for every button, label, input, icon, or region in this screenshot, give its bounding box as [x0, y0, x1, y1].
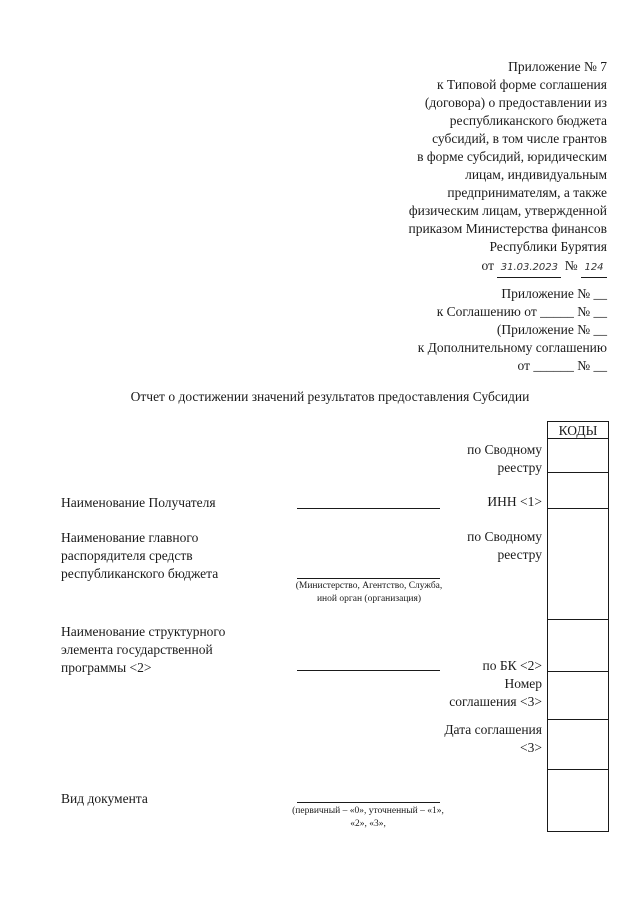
annex-line: в форме субсидий, юридическим — [417, 149, 607, 164]
annex-line: Республики Бурятия — [489, 239, 607, 254]
chief-manager-field-line[interactable] — [297, 578, 440, 579]
agreement-annex — [350, 285, 607, 375]
structural-element-field-line[interactable] — [297, 670, 440, 671]
codes-divider — [548, 438, 608, 439]
codes-divider — [548, 508, 608, 509]
annex-line: предпринимателям, а также — [447, 185, 607, 200]
annex-line: к Типовой форме соглашения — [437, 77, 607, 92]
order-number-handwritten: 124 — [581, 259, 607, 278]
annex-header — [330, 58, 607, 278]
code-label-consolidated-register: по Сводному реестру — [467, 529, 542, 562]
code-label-consolidated-register: по Сводному реестру — [467, 442, 542, 475]
report-title: Отчет о достижении значений результатов предоставления Субсидии — [130, 389, 530, 404]
annex-line: лицам, индивидуальным — [465, 167, 607, 182]
codes-divider — [548, 671, 608, 672]
recipient-field-line[interactable] — [297, 508, 440, 509]
code-label-bk: по БК <2> — [482, 658, 542, 673]
label-doc-type: Вид документа — [61, 791, 148, 806]
agreement-annex-line: Приложение № __ — [501, 286, 607, 301]
order-line — [330, 257, 607, 278]
annex-line: Приложение № 7 — [508, 59, 607, 74]
agreement-annex-line: от ______ № __ — [517, 358, 607, 373]
label-recipient: Наименование Получателя — [61, 495, 216, 510]
codes-column — [547, 421, 609, 832]
codes-border-bottom — [548, 831, 608, 832]
ministry-hint: (Министерство, Агентство, Служба, иной орган (организация) — [295, 581, 443, 604]
label-chief-manager: Наименование главного распорядителя средств республиканского бюджета — [61, 530, 219, 581]
code-label-inn: ИНН <1> — [487, 494, 542, 509]
codes-divider — [548, 472, 608, 473]
order-number-label: № — [564, 258, 578, 273]
agreement-annex-line: к Соглашению от _____ № __ — [436, 304, 607, 319]
agreement-annex-line: к Дополнительному соглашению — [417, 340, 607, 355]
agreement-annex-line: (Приложение № __ — [496, 322, 607, 337]
order-prefix: от — [481, 258, 494, 273]
annex-line: субсидий, в том числе грантов — [432, 131, 607, 146]
order-date-handwritten: 31.03.2023 — [497, 259, 561, 278]
label-structural-element: Наименование структурного элемента государственной программы <2> — [61, 624, 226, 675]
codes-divider — [548, 769, 608, 770]
annex-line: приказом Министерства финансов — [408, 221, 607, 236]
code-label-agreement-number: Номер соглашения <3> — [449, 676, 542, 709]
codes-divider — [548, 719, 608, 720]
codes-divider — [548, 619, 608, 620]
doc-type-hint: (первичный – «0», уточненный – «1», «2», «3», — [292, 806, 444, 829]
code-label-agreement-date: Дата соглашения <3> — [444, 722, 542, 755]
annex-line: физическим лицам, утвержденной — [408, 203, 607, 218]
annex-line: (договора) о предоставлении из — [424, 95, 607, 110]
codes-header: КОДЫ — [558, 423, 598, 438]
doc-type-field-line[interactable] — [297, 802, 440, 803]
annex-line: республиканского бюджета — [449, 113, 607, 128]
